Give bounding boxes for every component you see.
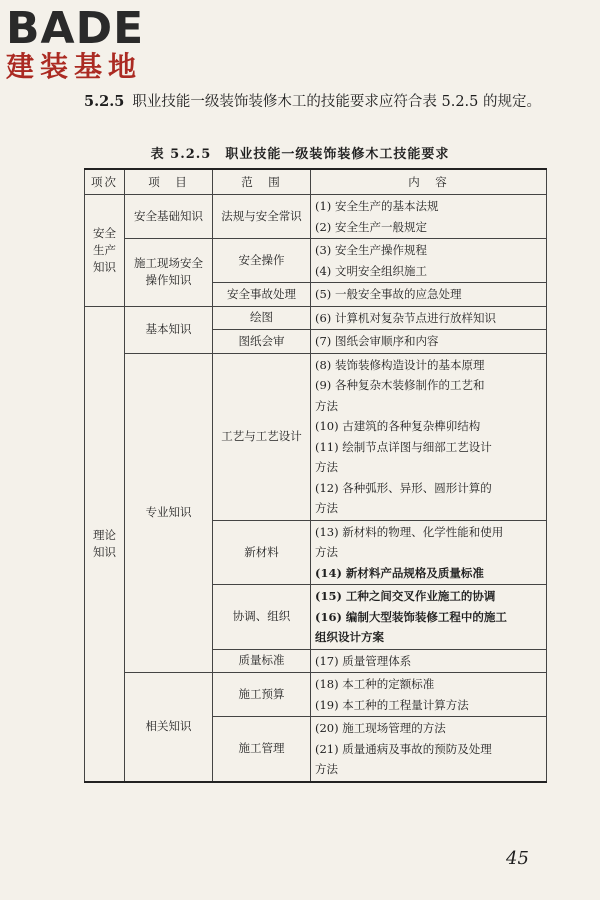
content-cell xyxy=(311,585,547,650)
category-cell: 安全生产知识 xyxy=(85,195,125,307)
content-cell xyxy=(311,717,547,782)
item-cell: 施工现场安全操作知识 xyxy=(125,239,213,307)
content-line: (5) 一般安全事故的应急处理 xyxy=(315,287,462,301)
content-line: 方法 xyxy=(315,460,338,474)
content-line: (2) 安全生产一般规定 xyxy=(315,219,427,234)
content-cell xyxy=(311,306,547,330)
scope-cell: 质量标准 xyxy=(213,649,311,673)
item-cell: 专业知识 xyxy=(125,353,213,673)
content-cell xyxy=(311,353,547,520)
content-line: (7) 图纸会审顺序和内容 xyxy=(315,334,439,348)
content-cell xyxy=(311,195,547,239)
clause-text: 职业技能一级装饰装修木工的技能要求应符合表 5.2.5 的规定。 xyxy=(132,94,541,110)
scope-cell: 施工预算 xyxy=(213,673,311,717)
scope-cell: 法规与安全常识 xyxy=(213,195,311,239)
category-cell: 理论知识 xyxy=(85,306,125,782)
table-row xyxy=(85,195,547,239)
content-line: (6) 计算机对复杂节点进行放样知识 xyxy=(315,310,496,325)
content-cell xyxy=(311,673,547,717)
content-line: (9) 各种复杂木装修制作的工艺和 xyxy=(315,378,485,392)
content-cell xyxy=(311,283,547,307)
content-line: (4) 文明安全组织施工 xyxy=(315,263,427,278)
content-line: (14) 新材料产品规格及质量标准 xyxy=(315,565,484,580)
content-cell xyxy=(311,239,547,283)
scope-cell: 绘图 xyxy=(213,306,311,330)
scope-cell: 协调、组织 xyxy=(213,585,311,650)
logo-wordmark: BADE xyxy=(6,3,145,54)
header-content: 内 容 xyxy=(311,169,547,195)
content-line: 组织设计方案 xyxy=(315,630,384,644)
header-category: 项次 xyxy=(85,169,125,195)
scope-cell: 新材料 xyxy=(213,520,311,585)
content-line: (18) 本工种的定额标准 xyxy=(315,677,435,691)
item-cell: 基本知识 xyxy=(125,306,213,353)
header-scope: 范 围 xyxy=(213,169,311,195)
scope-cell: 施工管理 xyxy=(213,717,311,782)
content-line: (11) 绘制节点详图与细部工艺设计 xyxy=(315,439,492,454)
table-row xyxy=(85,239,547,283)
content-line: (3) 安全生产操作规程 xyxy=(315,243,427,257)
content-line: (15) 工种之间交叉作业施工的协调 xyxy=(315,589,496,603)
content-line: 方法 xyxy=(315,398,338,413)
header-item: 项 目 xyxy=(125,169,213,195)
content-line: (19) 本工种的工程量计算方法 xyxy=(315,697,469,712)
logo-subtitle: 建装基地 xyxy=(6,50,143,83)
content-line: (8) 装饰装修构造设计的基本原理 xyxy=(315,357,485,372)
content-cell xyxy=(311,330,547,354)
table-header-row xyxy=(85,169,547,195)
table-row xyxy=(85,353,547,520)
table-row xyxy=(85,306,547,330)
content-line: (1) 安全生产的基本法规 xyxy=(315,199,439,213)
content-line: (12) 各种弧形、异形、圆形计算的 xyxy=(315,480,492,495)
scope-cell: 安全操作 xyxy=(213,239,311,283)
page-number: 45 xyxy=(506,848,529,869)
scope-cell: 安全事故处理 xyxy=(213,283,311,307)
table-caption: 表 5.2.5 职业技能一级装饰装修木工技能要求 xyxy=(150,147,450,162)
content-line: (17) 质量管理体系 xyxy=(315,653,412,668)
content-line: (21) 质量通病及事故的预防及处理 xyxy=(315,741,492,756)
scope-cell: 工艺与工艺设计 xyxy=(213,353,311,520)
content-line: 方法 xyxy=(315,501,338,515)
content-line: (16) 编制大型装饰装修工程中的施工 xyxy=(315,609,507,624)
content-line: 方法 xyxy=(315,545,338,559)
content-line: 方法 xyxy=(315,762,338,776)
item-cell: 安全基础知识 xyxy=(125,195,213,239)
bade-logo xyxy=(6,3,176,83)
table-row xyxy=(85,673,547,717)
item-cell: 相关知识 xyxy=(125,673,213,782)
content-line: (13) 新材料的物理、化学性能和使用 xyxy=(315,524,504,539)
clause-paragraph xyxy=(84,90,546,114)
content-cell xyxy=(311,649,547,673)
clause-number: 5.2.5 xyxy=(84,93,125,110)
scope-cell: 图纸会审 xyxy=(213,330,311,354)
content-cell xyxy=(311,520,547,585)
skills-table xyxy=(84,168,547,783)
content-line: (20) 施工现场管理的方法 xyxy=(315,721,446,735)
content-line: (10) 古建筑的各种复杂榫卯结构 xyxy=(315,419,481,433)
